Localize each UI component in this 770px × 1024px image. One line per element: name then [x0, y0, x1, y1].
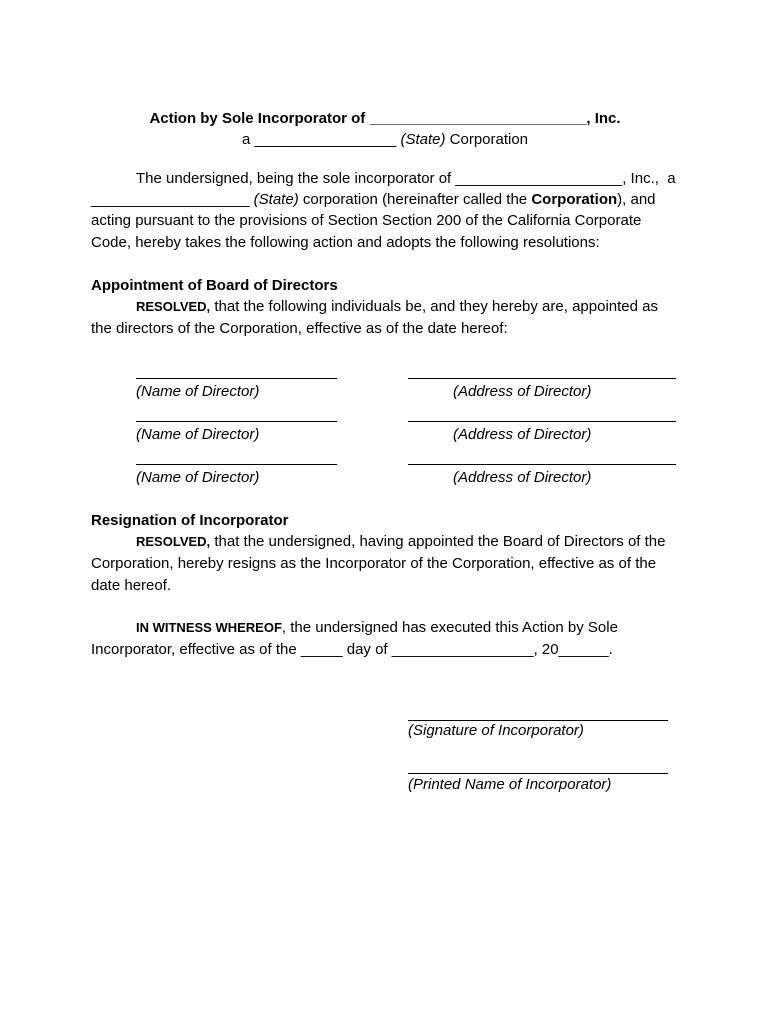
- intro-line-2: [91, 191, 656, 209]
- director-address-line: [408, 421, 676, 422]
- director-address-line: [408, 464, 676, 465]
- printed-name-line: [408, 773, 668, 774]
- director-address-line: [408, 378, 676, 379]
- resignation-line-2: Corporation, hereby resigns as the Incorporator of the Corporation, effective as of the: [91, 555, 657, 572]
- director-name-label: (Name of Director): [136, 469, 260, 486]
- resignation-line-1: [136, 533, 665, 551]
- subtitle-state: (State): [400, 131, 446, 148]
- witness-line-2: Incorporator, effective as of the _____ day of _________________, 20______.: [91, 641, 613, 658]
- director-name-line: [136, 378, 337, 379]
- director-address-label: (Address of Director): [453, 426, 592, 443]
- intro-line-3: acting pursuant to the provisions of Section Section 200 of the California Corporate: [91, 212, 642, 229]
- subtitle-prefix: a _________________: [241, 131, 401, 148]
- resignation-text-1: that the undersigned, having appointed the Board of Directors of the: [210, 533, 666, 550]
- title-suffix: , Inc.: [586, 110, 621, 127]
- intro-corporation: Corporation: [531, 191, 618, 208]
- resignation-line-3: date hereof.: [91, 577, 172, 594]
- witness-text-1: , the undersigned has executed this Action by Sole: [281, 619, 618, 636]
- appointment-resolved: RESOLVED,: [136, 299, 211, 314]
- director-address-label: (Address of Director): [453, 469, 592, 486]
- signature-line: [408, 720, 668, 721]
- witness-line-1: [136, 619, 618, 637]
- director-name-label: (Name of Director): [136, 426, 260, 443]
- resignation-heading: Resignation of Incorporator: [91, 512, 289, 529]
- director-name-line: [136, 421, 337, 422]
- printed-name-label: (Printed Name of Incorporator): [408, 776, 612, 793]
- intro-state-blank: ___________________: [91, 191, 254, 208]
- appointment-line-1: [136, 298, 658, 316]
- intro-line-4: Code, hereby takes the following action and adopts the following resolutions:: [91, 234, 600, 251]
- appointment-line-2: the directors of the Corporation, effective as of the date hereof:: [91, 320, 508, 337]
- director-name-line: [136, 464, 337, 465]
- title-blank: __________________________: [369, 110, 587, 127]
- intro-suffix: ), and: [617, 191, 656, 208]
- director-address-label: (Address of Director): [453, 383, 592, 400]
- witness-label: IN WITNESS WHEREOF: [136, 620, 282, 635]
- director-name-label: (Name of Director): [136, 383, 260, 400]
- intro-state: (State): [253, 191, 299, 208]
- document-subtitle: [0, 131, 770, 149]
- document-title: [0, 110, 770, 128]
- intro-mid: corporation (hereinafter called the: [298, 191, 532, 208]
- appointment-heading: Appointment of Board of Directors: [91, 277, 338, 294]
- intro-line-1: The undersigned, being the sole incorporator of ____________________, Inc., a: [136, 170, 676, 187]
- resignation-resolved: RESOLVED,: [136, 534, 211, 549]
- title-prefix: Action by Sole Incorporator of: [149, 110, 370, 127]
- signature-label: (Signature of Incorporator): [408, 722, 584, 739]
- appointment-text-1: that the following individuals be, and they hereby are, appointed as: [210, 298, 658, 315]
- subtitle-suffix: Corporation: [445, 131, 529, 148]
